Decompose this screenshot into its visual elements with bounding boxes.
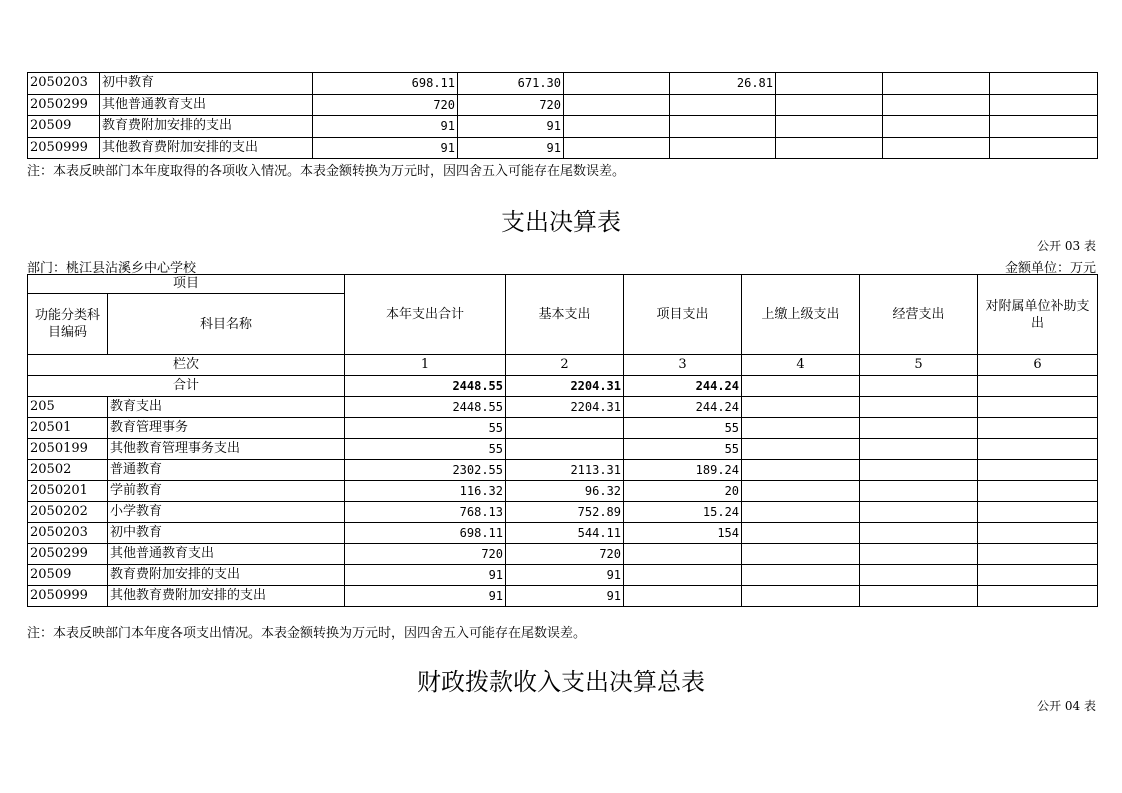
- cell-code: 2050203: [28, 73, 100, 95]
- cell-subsidy: [978, 544, 1098, 565]
- cell-subsidy: [978, 418, 1098, 439]
- cell-code: 20509: [28, 565, 108, 586]
- sum-business: [860, 376, 978, 397]
- cell-business: [860, 523, 978, 544]
- cell-subsidy: [978, 481, 1098, 502]
- cell-code: 20509: [28, 116, 100, 138]
- cell-total: 2302.55: [345, 460, 506, 481]
- cell-total: 116.32: [345, 481, 506, 502]
- cell-code: 2050299: [28, 544, 108, 565]
- cell-code: 2050202: [28, 502, 108, 523]
- cell-project: [624, 544, 742, 565]
- cell-project: [624, 565, 742, 586]
- cell-business: [860, 460, 978, 481]
- table-row: [28, 137, 1098, 159]
- cell-basic: 96.32: [506, 481, 624, 502]
- cell-v1: 91: [313, 137, 458, 159]
- cell-v6: [883, 73, 990, 95]
- table-row: [28, 481, 1098, 502]
- cell-name: 其他普通教育支出: [108, 544, 345, 565]
- cell-v3: [564, 73, 670, 95]
- table-row: [28, 439, 1098, 460]
- cell-basic: [506, 439, 624, 460]
- table-row: [28, 502, 1098, 523]
- cell-subsidy: [978, 502, 1098, 523]
- cell-project: 55: [624, 418, 742, 439]
- cell-name: 教育费附加安排的支出: [108, 565, 345, 586]
- fiscal-title: 财政拨款收入支出决算总表: [417, 668, 705, 696]
- cell-v6: [883, 94, 990, 116]
- col-number: 2: [506, 355, 624, 376]
- income-note: 注：本表反映部门本年度取得的各项收入情况。本表金额转换为万元时，因四舍五入可能存在尾数误差。: [27, 164, 626, 179]
- sum-upper: [742, 376, 860, 397]
- cell-v1: 720: [313, 94, 458, 116]
- cell-project: 55: [624, 439, 742, 460]
- cell-name: 教育费附加安排的支出: [100, 116, 313, 138]
- header-upper: 上缴上级支出: [742, 275, 860, 355]
- cell-name: 小学教育: [108, 502, 345, 523]
- cell-basic: 2204.31: [506, 397, 624, 418]
- cell-basic: [506, 418, 624, 439]
- cell-business: [860, 565, 978, 586]
- cell-basic: 2113.31: [506, 460, 624, 481]
- cell-upper: [742, 523, 860, 544]
- cell-name: 其他教育费附加安排的支出: [108, 586, 345, 607]
- income-table-body: [28, 73, 1098, 159]
- expense-dept: 部门：桃江县沾溪乡中心学校: [27, 261, 197, 276]
- cell-v6: [883, 116, 990, 138]
- col-number: 6: [978, 355, 1098, 376]
- expense-title: 支出决算表: [501, 208, 621, 236]
- income-table: [27, 72, 1098, 159]
- cell-v5: [776, 94, 883, 116]
- cell-business: [860, 397, 978, 418]
- header-business: 经营支出: [860, 275, 978, 355]
- cell-total: 55: [345, 439, 506, 460]
- expense-note: 注：本表反映部门本年度各项支出情况。本表金额转换为万元时，因四舍五入可能存在尾数误差。: [27, 626, 587, 641]
- cell-v7: [990, 137, 1098, 159]
- cell-v4: [670, 137, 776, 159]
- cell-v4: [670, 94, 776, 116]
- cell-name: 初中教育: [108, 523, 345, 544]
- expense-form-no: 公开 03 表: [1037, 239, 1096, 253]
- cell-v2: 671.30: [458, 73, 564, 95]
- cell-basic: 544.11: [506, 523, 624, 544]
- table-row: [28, 397, 1098, 418]
- header-project: 项目支出: [624, 275, 742, 355]
- col-number: 3: [624, 355, 742, 376]
- cell-name: 普通教育: [108, 460, 345, 481]
- cell-v6: [883, 137, 990, 159]
- cell-v7: [990, 116, 1098, 138]
- cell-v3: [564, 94, 670, 116]
- cell-code: 2050999: [28, 137, 100, 159]
- cell-project: 154: [624, 523, 742, 544]
- cell-basic: 91: [506, 565, 624, 586]
- cell-name: 教育管理事务: [108, 418, 345, 439]
- cell-upper: [742, 481, 860, 502]
- cell-v2: 720: [458, 94, 564, 116]
- cell-project: 15.24: [624, 502, 742, 523]
- cell-name: 其他教育管理事务支出: [108, 439, 345, 460]
- cell-upper: [742, 565, 860, 586]
- cell-v3: [564, 137, 670, 159]
- cell-subsidy: [978, 586, 1098, 607]
- cell-project: 20: [624, 481, 742, 502]
- cell-business: [860, 418, 978, 439]
- cell-total: 768.13: [345, 502, 506, 523]
- cell-upper: [742, 544, 860, 565]
- cell-code: 2050299: [28, 94, 100, 116]
- cell-code: 2050999: [28, 586, 108, 607]
- expense-table-body: [28, 397, 1098, 607]
- cell-business: [860, 544, 978, 565]
- cell-total: 55: [345, 418, 506, 439]
- cell-upper: [742, 502, 860, 523]
- sum-subsidy: [978, 376, 1098, 397]
- cell-upper: [742, 586, 860, 607]
- cell-v2: 91: [458, 137, 564, 159]
- cell-subsidy: [978, 565, 1098, 586]
- table-row: [28, 73, 1098, 95]
- cell-code: 20502: [28, 460, 108, 481]
- col-number: 1: [345, 355, 506, 376]
- table-row: [28, 94, 1098, 116]
- cell-name: 学前教育: [108, 481, 345, 502]
- cell-subsidy: [978, 439, 1098, 460]
- cell-name: 初中教育: [100, 73, 313, 95]
- cell-code: 2050203: [28, 523, 108, 544]
- header-code: 功能分类科目编码: [28, 294, 108, 355]
- cell-v5: [776, 73, 883, 95]
- header-name: 科目名称: [108, 294, 345, 355]
- cell-basic: 720: [506, 544, 624, 565]
- table-row: [28, 544, 1098, 565]
- cell-v3: [564, 116, 670, 138]
- sum-project: 244.24: [624, 376, 742, 397]
- cell-business: [860, 586, 978, 607]
- cell-v5: [776, 116, 883, 138]
- cell-v1: 91: [313, 116, 458, 138]
- cell-upper: [742, 439, 860, 460]
- cell-v1: 698.11: [313, 73, 458, 95]
- cell-business: [860, 502, 978, 523]
- cell-v5: [776, 137, 883, 159]
- header-subsidy: 对附属单位补助支出: [978, 275, 1098, 355]
- cell-v2: 91: [458, 116, 564, 138]
- cell-subsidy: [978, 523, 1098, 544]
- cell-subsidy: [978, 397, 1098, 418]
- cell-total: 91: [345, 565, 506, 586]
- fiscal-form-no: 公开 04 表: [1037, 699, 1096, 713]
- header-total: 本年支出合计: [345, 275, 506, 355]
- cell-name: 其他普通教育支出: [100, 94, 313, 116]
- cell-basic: 91: [506, 586, 624, 607]
- col-label: 栏次: [28, 355, 345, 376]
- col-number: 5: [860, 355, 978, 376]
- expense-unit: 金额单位：万元: [1004, 261, 1096, 276]
- table-row: [28, 586, 1098, 607]
- header-item: 项目: [28, 275, 345, 294]
- cell-name: 其他教育费附加安排的支出: [100, 137, 313, 159]
- cell-upper: [742, 397, 860, 418]
- sum-row: [28, 376, 1098, 397]
- cell-v7: [990, 73, 1098, 95]
- cell-v4: [670, 116, 776, 138]
- cell-total: 2448.55: [345, 397, 506, 418]
- table-row: [28, 523, 1098, 544]
- cell-code: 2050201: [28, 481, 108, 502]
- cell-basic: 752.89: [506, 502, 624, 523]
- cell-project: 189.24: [624, 460, 742, 481]
- expense-table: [27, 274, 1098, 607]
- cell-total: 720: [345, 544, 506, 565]
- cell-code: 2050199: [28, 439, 108, 460]
- cell-code: 205: [28, 397, 108, 418]
- sum-label: 合计: [28, 376, 345, 397]
- cell-project: 244.24: [624, 397, 742, 418]
- header-basic: 基本支出: [506, 275, 624, 355]
- cell-subsidy: [978, 460, 1098, 481]
- cell-project: [624, 586, 742, 607]
- sum-basic: 2204.31: [506, 376, 624, 397]
- table-row: [28, 565, 1098, 586]
- cell-code: 20501: [28, 418, 108, 439]
- cell-name: 教育支出: [108, 397, 345, 418]
- cell-upper: [742, 418, 860, 439]
- sum-total: 2448.55: [345, 376, 506, 397]
- cell-v7: [990, 94, 1098, 116]
- cell-upper: [742, 460, 860, 481]
- cell-business: [860, 481, 978, 502]
- cell-business: [860, 439, 978, 460]
- table-row: [28, 418, 1098, 439]
- table-row: [28, 116, 1098, 138]
- col-number: 4: [742, 355, 860, 376]
- cell-v4: 26.81: [670, 73, 776, 95]
- cell-total: 698.11: [345, 523, 506, 544]
- cell-total: 91: [345, 586, 506, 607]
- table-row: [28, 460, 1098, 481]
